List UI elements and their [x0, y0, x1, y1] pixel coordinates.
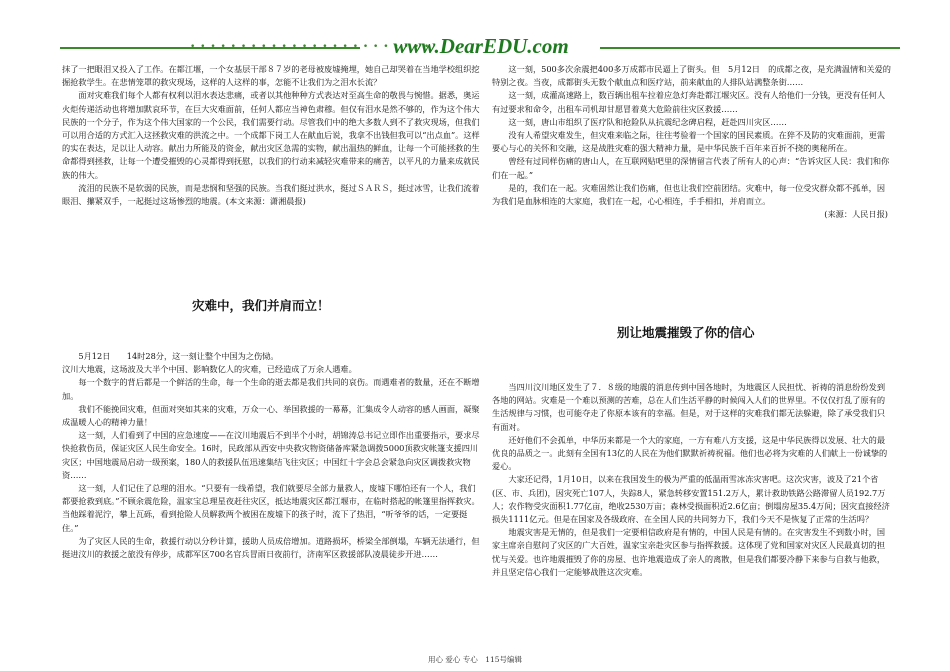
paragraph: 5月12日 14时28分，这一刻让整个中国为之伤恸。: [78, 351, 279, 361]
paragraph: 为了灾区人民的生命，救援行动以分秒计算，援助人员成倍增加。道路损坏，桥梁全部倒塌，车辆无法通行，但挺进汶川的救援之旅没有停步，成都军区700名官兵冒雨日夜前行，济南军区救援部队凌晨徒步开进……: [62, 535, 480, 560]
paragraph: 这一刻，唐山市组织了医疗队和抢险队从抗震纪念碑启程，赶赴四川灾区……: [508, 116, 787, 127]
paragraph: 我们不能挽回灾难，但面对突如其来的灾难，万众一心、举国救援的一幕幕，汇集成令人动容的感人画面，凝聚成温暖人心的精神力量！: [62, 403, 480, 428]
left-column-top: [62, 63, 480, 208]
paragraph: 是的，我们在一起。灾难固然让我们伤痛，但也让我们空前团结。灾难中，每一位受灾群众都不孤单，因为我们是血脉相连的大家庭，我们在一起，心心相连，手手相扣，并肩而立。: [492, 182, 886, 207]
paragraph: 地震灾害是无情的，但是我们一定要相信政府是有情的，中国人民是有情的。在灾害发生不到数小时，国家主席亲自慰问了灾区的广大百姓，温家宝亲赴灾区参与指挥救援。这体现了党和国家对灾区人民最真切的担忧与关爱。也许地震摧毁了你的房屋、也许地震造成了亲人的离散，但是我们都要冷静下来参与自救与他救，并且坚定信心我们一定能够战胜这次灾难。: [492, 527, 886, 577]
article-source: (来源：人民日报): [824, 209, 888, 220]
logo-rule-right: [600, 47, 900, 49]
site-logo-text: www.DearEDU.com: [393, 34, 569, 58]
paragraph: 曾经有过同样伤痛的唐山人，在互联网贴吧里的深情留言代表了所有人的心声：“告诉灾区人民：我们和你们在一起。”: [492, 156, 890, 180]
right-column-bottom: [492, 381, 892, 579]
paragraph: 大家还记得，1月10日，以来在我国发生的极为严重的低温雨雪冰冻灾害吧。这次灾害，波及了21个省(区、市、兵团)，因灾死亡107人，失踪8人，紧急转移安置151.2万人，累计救助铁路公路滞留人员192.7万人；农作物受灾面积1.77亿亩，绝收2530万亩；森林受损面积近2.6亿亩；倒塌房屋35.4万间；因灾直接经济损失1111亿元。但是在国家及各级政府、在全国人民的共同努力下，我们今天不是恢复了正常的生活吗？: [492, 474, 890, 525]
paragraph: 这一刻，人们记住了总理的泪水。“只要有一线希望，我们就要尽全部力量救人，废墟下哪怕还有一个人，我们都要抢救到底。”不顾余震危险，温家宝总理星夜赶往灾区，抵达地震灾区都江堰市，在临时搭起的帐篷里指挥救灾。当他踩着泥泞，攀上瓦砾，看到抢险人员解救两个被困在废墟下的孩子时，流下了热泪，“听爷爷的话，一定要挺住。”: [62, 483, 480, 533]
paragraph: 这一刻，500多次余震把400多万成都市民逼上了街头。但 5月12日 的成都之夜，是充满温情和关爱的特别之夜。当夜，成都街头无数个献血点和医疗站，前来献血的人排队站满整条街……: [492, 64, 891, 88]
paragraph: 流泪的民族不是软弱的民族，而是悲悯和坚强的民族。当我们挺过洪水，挺过ＳＡＲＳ，挺过冰雪，让我们流着眼泪、攥紧双手，一起挺过这场惨烈的地震。(本文来源：潇湘晨报): [62, 182, 480, 207]
paragraph: 汶川大地震，这场波及大半个中国、影响数亿人的灾难，已经造成了万余人遇难。: [62, 364, 357, 375]
article-title-right: 别让地震摧毁了你的信心: [617, 325, 755, 340]
paragraph: 面对灾难我们每个人都有权利以泪水表达悲痛，或者以其他种种方式表达对至高生命的敬畏与惋惜。据悉，奥运火炬传递活动也将增加默哀环节，在巨大灾难面前，任何人都应当神色肃穆。但仅有泪水是然不够的，作为这个伟大民族的一个分子，作为这个伟大国家的一个公民，我们需要行动。尽管我们中的绝大多数人到不了救灾现场，但我们可以用合适的方式汇入这拯救灾难的洪流之中。一个成都下岗工人在献血后说，我拿不出钱但我可以“出点血”。这样的实在表达，足以让人动容。献出力所能及的资金，献出灾区急需的实物，献出温热的鲜血，让每一个可能拯救的生命都得到拯救，让每一个遭受摧毁的心灵都得到抚慰，以我们的行动来减轻灾难带来的痛苦，以平凡的力量来成就民族的伟大。: [62, 90, 480, 180]
paragraph: 当四川汶川地区发生了７．８级的地震的消息传到中国各地时，为地震区人民担忧、祈祷的消息纷纷发到各地的网站。灾难是一个难以预测的苦难，总在人们生活平静的时候闯入人们的世界里。不仅仅打乱了原有的生活规律与习惯，也可能夺走了你原本该有的幸福。但是，对于这样的灾难我们都无法躲避，除了承受我们只有面对。: [492, 382, 886, 432]
article-title-left: 灾难中，我们并肩而立！: [192, 298, 330, 313]
site-logo-banner: [60, 34, 900, 60]
logo-dots-left: • • • • • • • • • • • • • • • • • • • • • • • •: [190, 42, 431, 52]
paragraph: 抹了一把眼泪又投入了工作。在都江堰，一个女基层干部８７岁的老母被废墟掩埋，她自己却哭着在当地学校组织挖掘抢救学生。在悲情笼罩的救灾现场，这样的人这样的事，怎能不让我们为之泪水长流？: [62, 64, 480, 88]
paragraph: 还好他们不会孤单，中华历来都是一个大的家庭，一方有难八方支援，这是中华民族得以发展、壮大的最优良的品质之一。此刻有全国有13亿的人民在为他们默默祈祷祝福。他们也必将为灾难的人们献上一份诚挚的爱心。: [492, 434, 888, 472]
left-column-bottom: [62, 350, 480, 561]
paragraph: 这一刻，成灌高速路上，数百辆出租车拉着应急灯奔赴都江堰灾区。没有人给他们一分钱，更没有任何人有过要求和命令，出租车司机却甘愿冒着莫大危险前往灾区救援……: [492, 90, 886, 114]
right-column-top: [492, 63, 892, 221]
paragraph: 这一刻，人们看到了中国的应急速度——在汶川地震后不到半个小时，胡锦涛总书记立即作出重要指示，要求尽快抢救伤员，保证灾区人民生命安全。16时，民政部从西安中央救灾物资储备库紧急调拨5000顶救灾帐篷支援四川灾区；中国地震局启动一级预案，180人的救援队伍迅速集结飞往灾区；中国红十字会总会紧急向灾区调拨救灾物资……: [62, 430, 480, 480]
page-footer: 用心 爱心 专心 115号编辑: [427, 655, 523, 664]
paragraph: 每一个数字的背后都是一个鲜活的生命，每一个生命的逝去都是我们共同的哀伤。而遇难者的数量，还在不断增加。: [62, 377, 480, 401]
paragraph: 没有人希望灾难发生，但灾难来临之际，往往考验着一个国家的国民素质。在猝不及防的灾难面前，更需要心与心的关怀和交融，这是战胜灾难的强大精神力量，是中华民族千百年来百折不挠的奥秘所在。: [492, 130, 886, 154]
